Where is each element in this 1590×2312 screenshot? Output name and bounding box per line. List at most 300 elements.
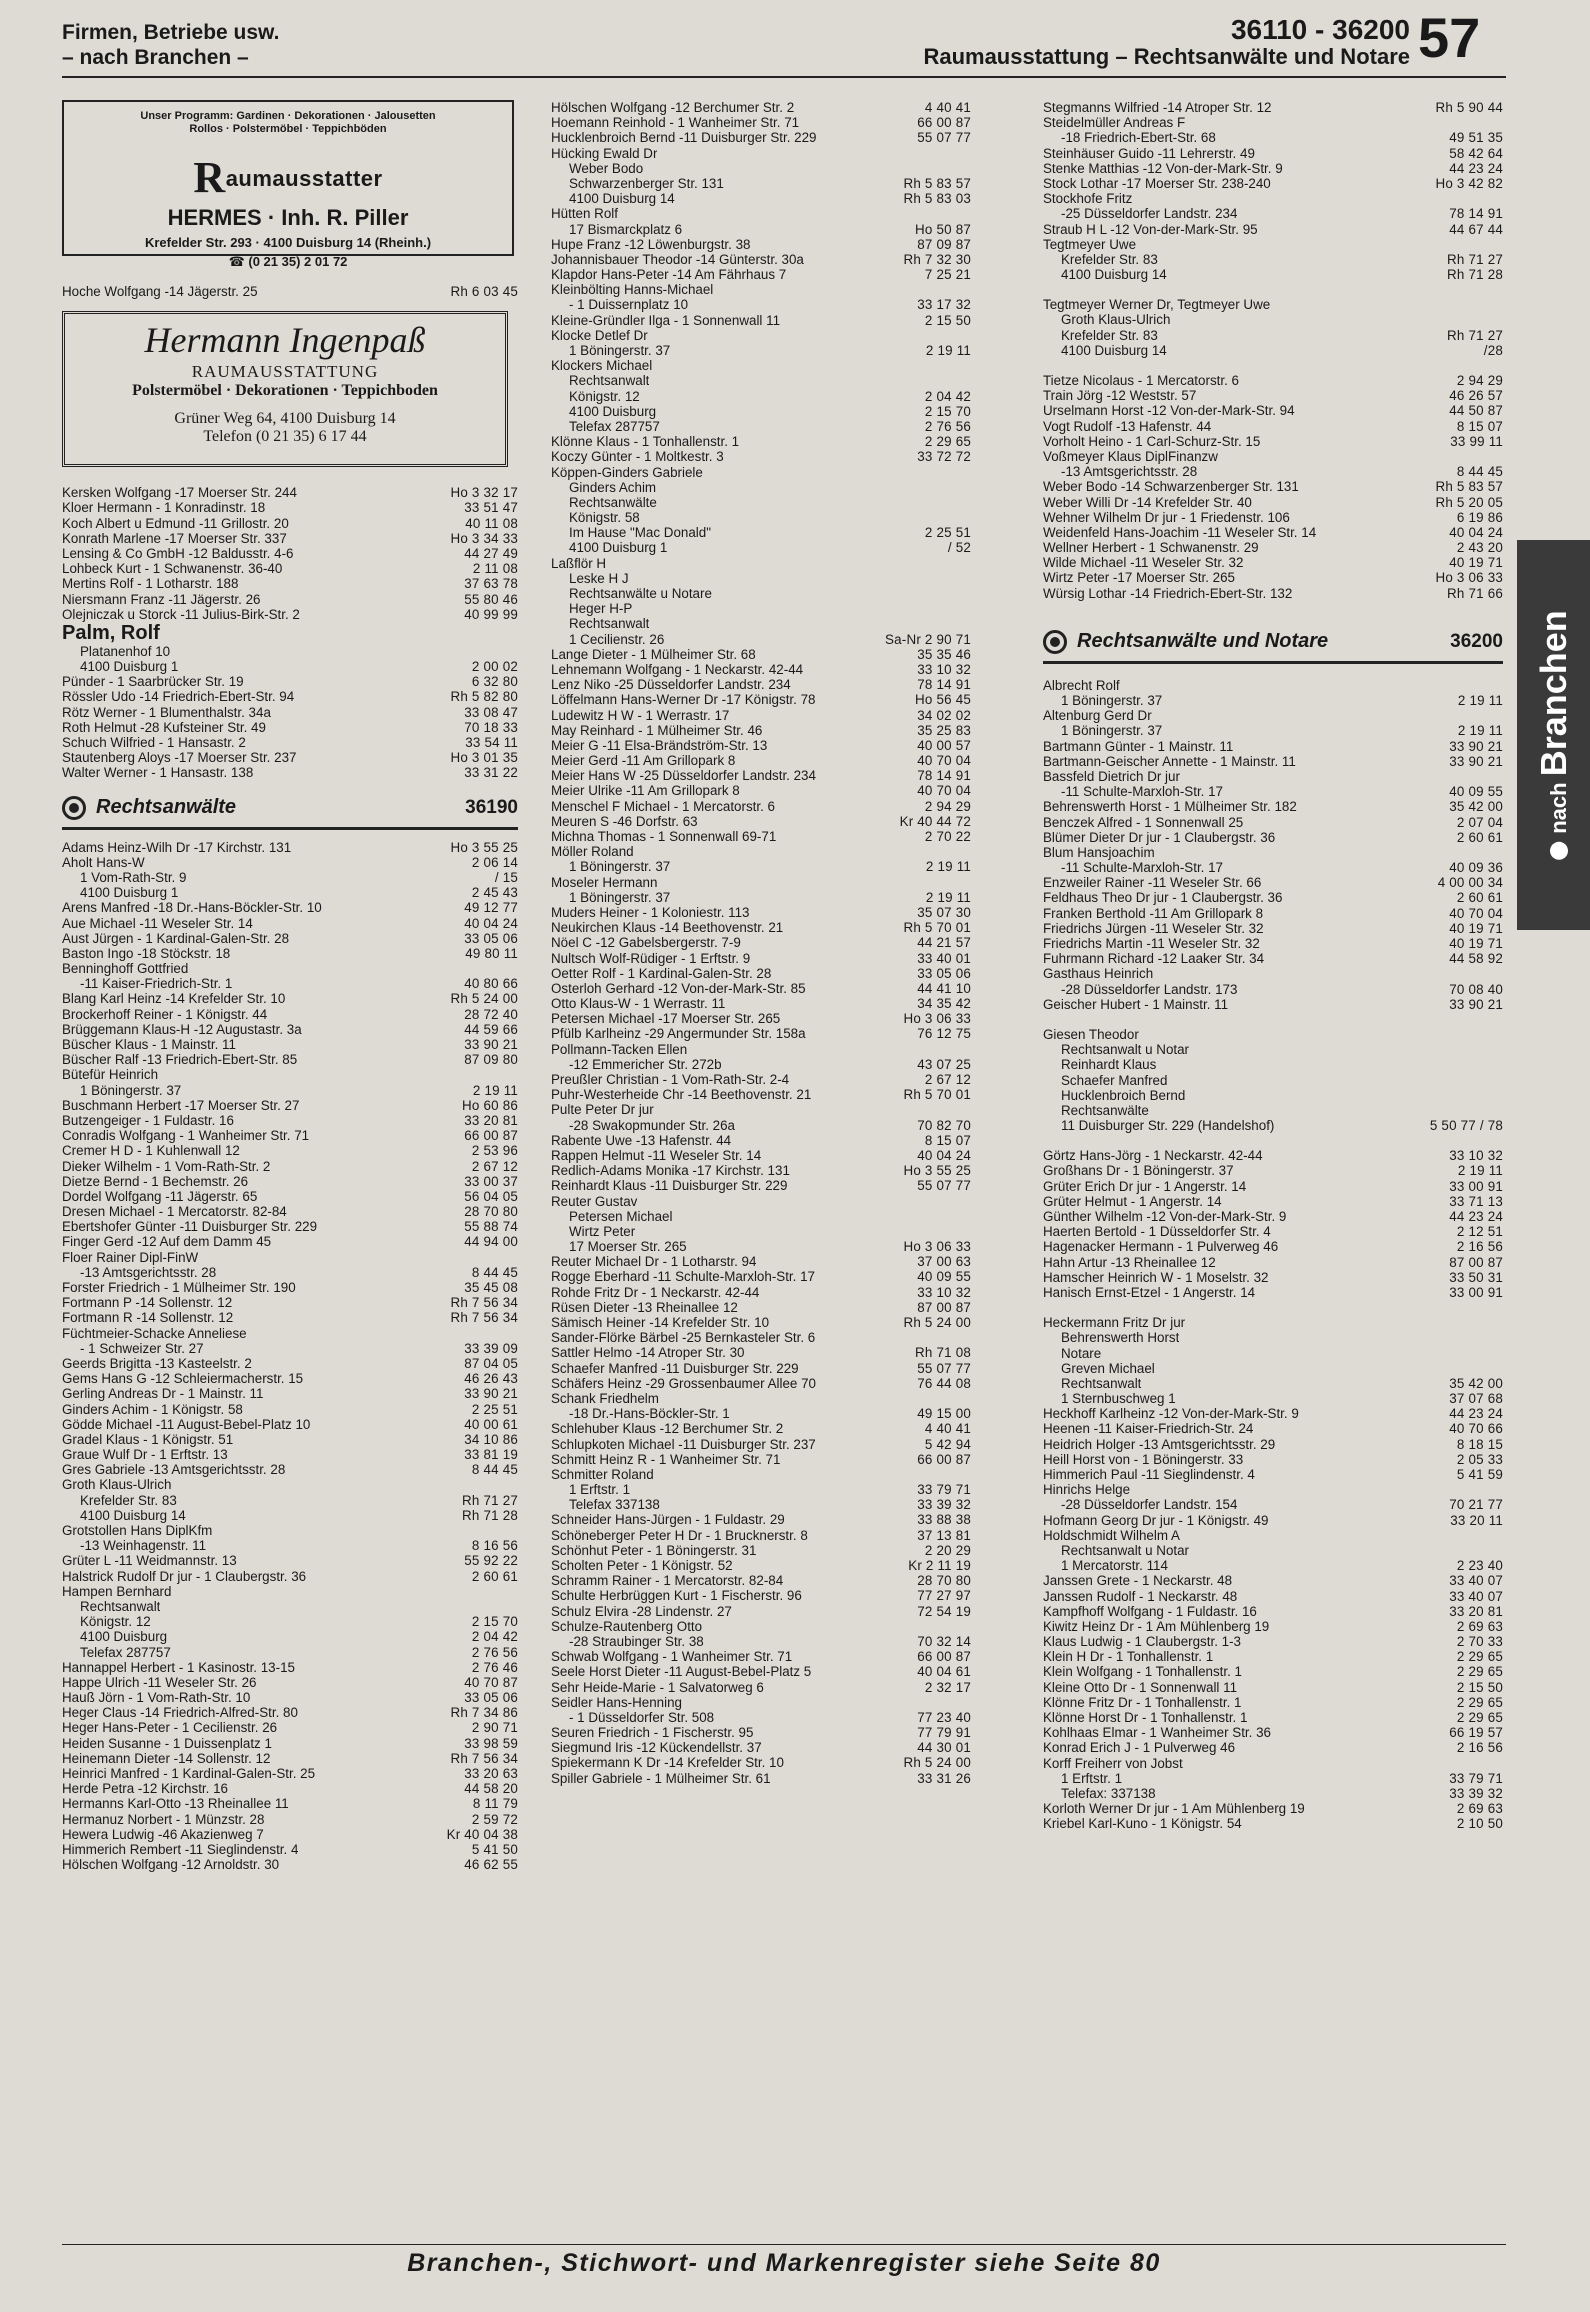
- entry-name: Heckhoff Karlheinz -12 Von-der-Mark-Str. 9: [1043, 1406, 1299, 1422]
- entry-name: Brüggemann Klaus-H -12 Augustastr. 3a: [62, 1021, 302, 1037]
- entry-name: 4100 Duisburg 1: [80, 885, 179, 901]
- list-item: [62, 1766, 518, 1781]
- list-item: [62, 1660, 518, 1675]
- entry-phone: Rh 7 56 34: [450, 1750, 518, 1766]
- entry-phone: Rh 5 24 00: [450, 991, 518, 1007]
- list-item: [62, 1751, 518, 1766]
- entry-phone: 2 29 65: [1456, 1649, 1503, 1665]
- list-item: [1043, 1027, 1503, 1042]
- ad-ingenpass-name: Hermann Ingenpaß: [144, 320, 426, 361]
- entry-phone: 55 80 46: [464, 591, 518, 607]
- list-item: [1043, 525, 1503, 540]
- entry-name: Schank Friedhelm: [551, 1390, 659, 1406]
- list-item: [1043, 678, 1503, 693]
- entry-phone: 2 67 12: [924, 1072, 971, 1087]
- list-item: [62, 546, 518, 561]
- list-item: [62, 1310, 518, 1325]
- entry-phone: 2 25 51: [924, 525, 971, 541]
- list-item: [62, 961, 518, 976]
- entry-name: Scholten Peter - 1 Königstr. 52: [551, 1558, 733, 1573]
- entry-phone: 2 29 65: [1456, 1710, 1503, 1725]
- entry-name: Stock Lothar -17 Moerser Str. 238-240: [1043, 175, 1271, 191]
- list-item: [62, 1280, 518, 1295]
- entry-name: Schulte Herbrüggen Kurt - 1 Fischerstr. 96: [551, 1588, 802, 1604]
- list-item: [62, 1007, 518, 1022]
- entry-name: -11 Schulte-Marxloh-Str. 17: [1061, 784, 1223, 800]
- entry-name: Klockers Michael: [551, 358, 653, 374]
- list-item: [551, 1102, 971, 1117]
- column-2: [551, 100, 971, 1786]
- list-item: [1043, 799, 1503, 814]
- list-item: [551, 404, 971, 419]
- list-item: [1043, 388, 1503, 403]
- entry-name: Oetter Rolf - 1 Kardinal-Galen-Str. 28: [551, 965, 772, 981]
- entry-phone: 2 69 63: [1456, 1618, 1503, 1634]
- bullet-icon: [62, 796, 86, 820]
- entry-phone: Rh 71 66: [1447, 585, 1503, 601]
- entry-name: Heinemann Dieter -14 Sollenstr. 12: [62, 1750, 271, 1766]
- entry-phone: 35 25 83: [917, 722, 971, 738]
- entry-name: Rechtsanwalt: [569, 616, 650, 632]
- entry-phone: 2 15 50: [924, 312, 971, 328]
- list-item: [551, 328, 971, 343]
- list-item: [1043, 1756, 1503, 1771]
- column-3: [1043, 100, 1503, 1832]
- entry-name: Hermanns Karl-Otto -13 Rheinallee 11: [62, 1796, 289, 1812]
- list-item: [62, 1204, 518, 1219]
- list-item: [551, 1634, 971, 1649]
- list-item: [551, 176, 971, 191]
- entry-phone: Rh 5 83 03: [903, 191, 971, 207]
- entry-name: Happe Ulrich -11 Weseler Str. 26: [62, 1674, 257, 1690]
- entry-name: Bassfeld Dietrich Dr jur: [1043, 768, 1180, 784]
- entry-phone: 44 50 87: [1449, 403, 1503, 419]
- list-item: [551, 1604, 971, 1619]
- entry-phone: Ho 3 06 33: [903, 1239, 971, 1255]
- entry-phone: 37 63 78: [464, 576, 518, 592]
- list-item: [551, 616, 971, 631]
- entry-name: 4100 Duisburg 14: [80, 1507, 186, 1523]
- entry-name: 1 Sternbuschweg 1: [1061, 1391, 1176, 1407]
- list-item: [551, 1118, 971, 1133]
- entry-phone: 2 45 43: [471, 885, 518, 901]
- entry-phone: 28 70 80: [464, 1204, 518, 1220]
- entry-phone: 33 20 63: [464, 1766, 518, 1781]
- entry-phone: Rh 5 20 05: [1435, 494, 1503, 510]
- entry-name: Rechtsanwälte u Notare: [569, 586, 712, 601]
- list-item: [551, 981, 971, 996]
- entry-phone: 33 00 37: [464, 1173, 518, 1189]
- list-item: [551, 1573, 971, 1588]
- list-item: [1043, 1376, 1503, 1391]
- list-item: [551, 799, 971, 814]
- entry-name: Telefax: 337138: [1061, 1785, 1156, 1801]
- entry-name: Schlupkoten Michael -11 Duisburger Str. 237: [551, 1436, 816, 1452]
- list-item: [1043, 1088, 1503, 1103]
- entry-name: Schäfers Heinz -29 Grossenbaumer Allee 70: [551, 1375, 816, 1391]
- list-item: [62, 855, 518, 870]
- list-item: [1043, 1589, 1503, 1604]
- entry-phone: 33 00 91: [1449, 1284, 1503, 1300]
- entry-phone: Sa-Nr 2 90 71: [885, 631, 971, 647]
- list-item: [551, 1163, 971, 1178]
- entry-name: Klönne Klaus - 1 Tonhallenstr. 1: [551, 434, 740, 450]
- entry-phone: 33 90 21: [1449, 996, 1503, 1012]
- entry-phone: 76 12 75: [917, 1026, 971, 1042]
- entry-phone: Rh 5 24 00: [903, 1755, 971, 1771]
- entry-name: Stockhofe Fritz: [1043, 191, 1133, 207]
- entry-name: Notare: [1061, 1345, 1102, 1361]
- entry-phone: 77 27 97: [917, 1588, 971, 1604]
- list-item: [551, 662, 971, 677]
- entry-phone: 33 81 19: [464, 1447, 518, 1463]
- dot-icon: [1550, 842, 1568, 860]
- entry-name: Walter Werner - 1 Hansastr. 138: [62, 765, 254, 781]
- entry-name: Rötz Werner - 1 Blumenthalstr. 34a: [62, 704, 271, 720]
- entry-name: -28 Straubinger Str. 38: [569, 1633, 704, 1649]
- entry-phone: 44 21 57: [917, 935, 971, 951]
- entry-name: Aue Michael -11 Weseler Str. 14: [62, 915, 253, 931]
- entry-name: Fortmann P -14 Sollenstr. 12: [62, 1295, 233, 1311]
- entry-name: Rechtsanwalt: [80, 1598, 161, 1614]
- entry-phone: 2 19 11: [1457, 693, 1503, 708]
- list-item: [1043, 1163, 1503, 1178]
- entry-name: Stautenberg Aloys -17 Moerser Str. 237: [62, 750, 297, 766]
- list-item: [1043, 1285, 1503, 1300]
- footer-note: Branchen-, Stichwort- und Markenregister siehe Seite 80: [62, 2244, 1506, 2283]
- list-item: [1043, 784, 1503, 799]
- list-col1-mid: [62, 485, 518, 780]
- list-item: [551, 1345, 971, 1360]
- entry-name: Stenke Matthias -12 Von-der-Mark-Str. 9: [1043, 160, 1283, 176]
- entry-name: 4100 Duisburg 14: [569, 191, 675, 207]
- entry-name: Hoemann Reinhold - 1 Wanheimer Str. 71: [551, 115, 800, 131]
- entry-name: Günther Wilhelm -12 Von-der-Mark-Str. 9: [1043, 1209, 1287, 1224]
- entry-phone: 70 08 40: [1449, 981, 1503, 997]
- list-item: [1043, 161, 1503, 176]
- entry-phone: 2 16 56: [1456, 1239, 1503, 1255]
- list-item: [1043, 1710, 1503, 1725]
- entry-name: Fuhrmann Richard -12 Laaker Str. 34: [1043, 951, 1265, 967]
- entry-phone: 33 40 07: [1449, 1588, 1503, 1604]
- list-item: [551, 1543, 971, 1558]
- entry-phone: 34 02 02: [917, 707, 971, 723]
- entry-name: Heidrich Holger -13 Amtsgerichtsstr. 29: [1043, 1436, 1276, 1452]
- list-item: [62, 1675, 518, 1690]
- entry-name: Weidenfeld Hans-Joachim -11 Weseler Str. 14: [1043, 524, 1317, 540]
- list-item: [62, 1052, 518, 1067]
- entry-name: -28 Swakopmunder Str. 26a: [569, 1117, 735, 1133]
- list-item: [1043, 1801, 1503, 1816]
- list-item: [62, 1614, 518, 1629]
- entry-name: Fortmann R -14 Sollenstr. 12: [62, 1310, 234, 1326]
- entry-phone: Rh 5 90 44: [1435, 100, 1503, 115]
- entry-name: -28 Düsseldorfer Landstr. 154: [1061, 1497, 1238, 1513]
- entry-name: Schneider Hans-Jürgen - 1 Fuldastr. 29: [551, 1512, 785, 1528]
- entry-name: - 1 Duissernplatz 10: [569, 297, 689, 313]
- entry-phone: 33 10 32: [1449, 1148, 1503, 1164]
- entry-phone: Rh 5 82 80: [450, 689, 518, 705]
- entry-name: Seuren Friedrich - 1 Fischerstr. 95: [551, 1725, 754, 1741]
- list-item: [551, 1042, 971, 1057]
- entry-name: Heger Hans-Peter - 1 Cecilienstr. 26: [62, 1720, 278, 1736]
- entry-phone: 58 42 64: [1449, 145, 1503, 161]
- list-item: [551, 434, 971, 449]
- entry-phone: 6 32 80: [471, 674, 518, 690]
- list-item: [551, 1087, 971, 1102]
- list-item: [62, 765, 518, 780]
- list-item: [1043, 1816, 1503, 1831]
- list-item: [1043, 434, 1503, 449]
- entry-phone: 46 62 55: [464, 1857, 518, 1873]
- entry-phone: 44 30 01: [917, 1740, 971, 1756]
- entry-name: Aust Jürgen - 1 Kardinal-Galen-Str. 28: [62, 930, 290, 946]
- entry-name: Ebertshofer Günter -11 Duisburger Str. 229: [62, 1219, 318, 1235]
- list-item: [62, 840, 518, 855]
- entry-name: Gradel Klaus - 1 Königstr. 51: [62, 1431, 234, 1447]
- list-item: [1043, 1649, 1503, 1664]
- list-item: [1043, 222, 1503, 237]
- list-item: [62, 1705, 518, 1720]
- list-item: [551, 1725, 971, 1740]
- entry-name: Gems Hans G -12 Schleiermacherstr. 15: [62, 1371, 304, 1387]
- list-item: [1043, 1604, 1503, 1619]
- entry-name: Wirtz Peter -17 Moerser Str. 265: [1043, 570, 1235, 586]
- entry-name: 1 Böningerstr. 37: [569, 859, 671, 875]
- entry-phone: 2 19 11: [1457, 1163, 1503, 1179]
- entry-phone: 33 90 21: [464, 1386, 518, 1402]
- header-range: 36110 - 36200: [1230, 14, 1410, 45]
- list-item: [62, 674, 518, 689]
- list-item: [1043, 495, 1503, 510]
- list-item: [1043, 997, 1503, 1012]
- list-item: [1043, 1057, 1503, 1072]
- side-tab-big: Branchen: [1532, 610, 1574, 777]
- entry-phone: 40 04 24: [464, 915, 518, 931]
- list-item: [551, 465, 971, 480]
- list-item: [62, 1553, 518, 1568]
- entry-name: Vorholt Heino - 1 Carl-Schurz-Str. 15: [1043, 433, 1261, 449]
- entry-phone: 33 79 71: [1449, 1770, 1503, 1786]
- entry-phone: 40 19 71: [1449, 555, 1503, 571]
- entry-name: Wilde Michael -11 Weseler Str. 32: [1043, 555, 1244, 571]
- entry-phone: 8 44 45: [1456, 464, 1503, 480]
- entry-name: Konrad Erich J - 1 Pulverweg 46: [1043, 1740, 1236, 1756]
- entry-phone: Rh 5 83 57: [1435, 479, 1503, 495]
- entry-phone: 40 04 24: [1449, 524, 1503, 540]
- list-item: [551, 692, 971, 707]
- entry-name: Grüter L -11 Weidmannstr. 13: [62, 1553, 237, 1569]
- entry-phone: 40 70 04: [917, 783, 971, 799]
- ad-hermes-program2: Rollos · Polstermöbel · Teppichböden: [189, 123, 387, 135]
- entry-phone: 33 17 32: [917, 297, 971, 313]
- entry-phone: Ho 60 86: [462, 1097, 518, 1113]
- list-item: [62, 976, 518, 991]
- list-item: [551, 1771, 971, 1786]
- list-item: [62, 1432, 518, 1447]
- entry-phone: Ho 3 55 25: [903, 1163, 971, 1179]
- entry-name: Voßmeyer Klaus DiplFinanzw: [1043, 448, 1218, 464]
- entry-name: Grüter Erich Dr jur - 1 Angerstr. 14: [1043, 1178, 1247, 1194]
- entry-phone: 70 82 70: [917, 1117, 971, 1133]
- list-item: [62, 622, 518, 644]
- page-number: 57: [1418, 6, 1481, 69]
- entry-name: Albrecht Rolf: [1043, 677, 1120, 693]
- entry-name: Koch Albert u Edmund -11 Grillostr. 20: [62, 515, 289, 531]
- entry-name: Ludewitz H W - 1 Werrastr. 17: [551, 707, 730, 723]
- entry-name: Rechtsanwälte: [1061, 1102, 1149, 1118]
- entry-phone: Kr 40 44 72: [899, 813, 971, 829]
- entry-name: Sattler Helmo -14 Atroper Str. 30: [551, 1345, 745, 1361]
- list-item: [1043, 830, 1503, 845]
- list-item: [551, 920, 971, 935]
- list-item: [62, 991, 518, 1006]
- entry-name: Hampen Bernhard: [62, 1583, 172, 1599]
- entry-name: Lensing & Co GmbH -12 Baldusstr. 4-6: [62, 545, 294, 561]
- entry-name: Hucklenbroich Bernd: [1061, 1087, 1186, 1103]
- list-item: [1043, 890, 1503, 905]
- list-item: [1043, 146, 1503, 161]
- entry-name: 1 Erftstr. 1: [569, 1482, 631, 1498]
- entry-name: Wellner Herbert - 1 Schwanenstr. 29: [1043, 540, 1259, 556]
- entry-name: Königstr. 58: [569, 510, 640, 526]
- entry-phone: 2 60 61: [1456, 890, 1503, 906]
- list-col1-top: [62, 284, 518, 299]
- entry-name: Im Hause "Mac Donald": [569, 525, 711, 541]
- entry-name: Wirtz Peter: [569, 1223, 636, 1239]
- list-item: [1043, 555, 1503, 570]
- list-item: [551, 146, 971, 161]
- entry-phone: 87 00 87: [1449, 1254, 1503, 1270]
- list-item: [551, 449, 971, 464]
- list-item: [551, 1619, 971, 1634]
- entry-phone: 8 11 79: [472, 1796, 518, 1812]
- entry-name: Behrenswerth Horst: [1061, 1330, 1180, 1346]
- entry-phone: 66 00 87: [917, 1451, 971, 1467]
- entry-name: Meier G -11 Elsa-Brändström-Str. 13: [551, 737, 768, 753]
- entry-phone: 2 94 29: [924, 798, 971, 814]
- list-item: [62, 1827, 518, 1842]
- entry-phone: Rh 5 70 01: [903, 1087, 971, 1103]
- entry-phone: Rh 71 27: [1447, 251, 1503, 267]
- entry-name: Niersmann Franz -11 Jägerstr. 26: [62, 591, 261, 607]
- list-item: [1043, 479, 1503, 494]
- list-item: [1043, 419, 1503, 434]
- section-rechtsanwaelte-title: Rechtsanwälte: [96, 796, 237, 819]
- ad-ingenpass-line3: Polstermöbel · Dekorationen · Teppichboden: [132, 382, 438, 400]
- entry-name: 1 Erftstr. 1: [1061, 1770, 1123, 1786]
- entry-name: Pünder - 1 Saarbrücker Str. 19: [62, 674, 244, 690]
- entry-name: Blum Hansjoachim: [1043, 844, 1155, 860]
- entry-phone: 44 59 66: [464, 1021, 518, 1037]
- list-item: [551, 480, 971, 495]
- entry-phone: 6 19 86: [1456, 509, 1503, 525]
- list-item: [551, 267, 971, 282]
- list-item: [1043, 1346, 1503, 1361]
- entry-name: Steinhäuser Guido -11 Lehrerstr. 49: [1043, 145, 1255, 161]
- list-item: [1043, 100, 1503, 115]
- entry-name: 4100 Duisburg: [569, 403, 657, 419]
- list-item: [1043, 510, 1503, 525]
- entry-name: Arens Manfred -18 Dr.-Hans-Böckler-Str. 10: [62, 900, 322, 916]
- list-item: [551, 237, 971, 252]
- entry-name: Bartmann-Geischer Annette - 1 Mainstr. 11: [1043, 753, 1296, 769]
- entry-name: Großhans Dr - 1 Böningerstr. 37: [1043, 1163, 1234, 1179]
- list-item: [551, 1148, 971, 1163]
- list-item: [62, 1265, 518, 1280]
- entry-phone: 4 40 41: [924, 100, 971, 115]
- entry-name: Kleine-Gründler Ilga - 1 Sonnenwall 11: [551, 312, 781, 328]
- entry-phone: 33 71 13: [1449, 1193, 1503, 1209]
- entry-name: Kloer Hermann - 1 Konradinstr. 18: [62, 500, 266, 516]
- entry-name: Klein H Dr - 1 Tonhallenstr. 1: [1043, 1649, 1214, 1665]
- entry-phone: 2 07 04: [1456, 814, 1503, 830]
- entry-name: Reuter Michael Dr - 1 Lotharstr. 94: [551, 1254, 757, 1270]
- header-subtitle: Raumausstattung – Rechtsanwälte und Notare: [923, 44, 1410, 69]
- list-item: [62, 561, 518, 576]
- entry-phone: 87 09 80: [464, 1052, 518, 1068]
- entry-name: Blümer Dieter Dr jur - 1 Claubergstr. 36: [1043, 829, 1276, 845]
- list-item: [62, 1250, 518, 1265]
- list-item: [551, 130, 971, 145]
- list-item: [62, 1584, 518, 1599]
- list-item: [551, 206, 971, 221]
- entry-name: Janssen Grete - 1 Neckarstr. 48: [1043, 1573, 1233, 1589]
- entry-phone: Rh 7 32 30: [903, 251, 971, 267]
- list-item: [62, 735, 518, 750]
- entry-phone: 2 76 56: [924, 418, 971, 434]
- entry-name: -11 Kaiser-Friedrich-Str. 1: [80, 976, 233, 992]
- list-item: [1043, 1330, 1503, 1345]
- bullet-icon: [1043, 630, 1067, 654]
- list-item: [551, 1330, 971, 1345]
- entry-name: Hauß Jörn - 1 Vom-Rath-Str. 10: [62, 1690, 251, 1706]
- list-item: [551, 844, 971, 859]
- entry-name: - 1 Schweizer Str. 27: [80, 1340, 204, 1356]
- list-item: [62, 1417, 518, 1432]
- list-item: [62, 1022, 518, 1037]
- entry-phone: 2 70 33: [1456, 1634, 1503, 1650]
- entry-name: Gres Gabriele -13 Amtsgerichtsstr. 28: [62, 1462, 286, 1478]
- entry-phone: 8 15 07: [1456, 418, 1503, 434]
- entry-phone: 33 20 81: [464, 1112, 518, 1128]
- list-item: [1043, 267, 1503, 282]
- entry-name: Franken Berthold -11 Am Grillopark 8: [1043, 905, 1264, 921]
- list-item: [62, 1189, 518, 1204]
- list-item: [551, 1209, 971, 1224]
- entry-name: Schaefer Manfred -11 Duisburger Str. 229: [551, 1360, 799, 1376]
- entry-name: Schöneberger Peter H Dr - 1 Brucknerstr. 8: [551, 1527, 808, 1543]
- list-item: [62, 1219, 518, 1234]
- list-item: [551, 829, 971, 844]
- list-item: [62, 931, 518, 946]
- entry-phone: 33 05 06: [464, 930, 518, 946]
- list-item: [551, 1452, 971, 1467]
- entry-name: Schulze-Rautenberg Otto: [551, 1618, 703, 1634]
- entry-name: Telefax 287757: [569, 418, 660, 434]
- entry-name: Redlich-Adams Monika -17 Kirchstr. 131: [551, 1163, 790, 1179]
- header-left-line1: Firmen, Betriebe usw.: [62, 21, 280, 44]
- entry-name: Sander-Flörke Bärbel -25 Bernkasteler Str. 6: [551, 1330, 816, 1346]
- entry-phone: 44 23 24: [1449, 160, 1503, 176]
- entry-name: Kriebel Karl-Kuno - 1 Königstr. 54: [1043, 1816, 1242, 1832]
- entry-name: Würsig Lothar -14 Friedrich-Ebert-Str. 132: [1043, 585, 1293, 601]
- entry-name: Schulz Elvira -28 Lindenstr. 27: [551, 1603, 732, 1619]
- entry-name: Weber Bodo: [569, 160, 644, 176]
- list-item: [551, 1558, 971, 1573]
- list-item: [551, 723, 971, 738]
- entry-phone: 8 44 45: [471, 1462, 518, 1478]
